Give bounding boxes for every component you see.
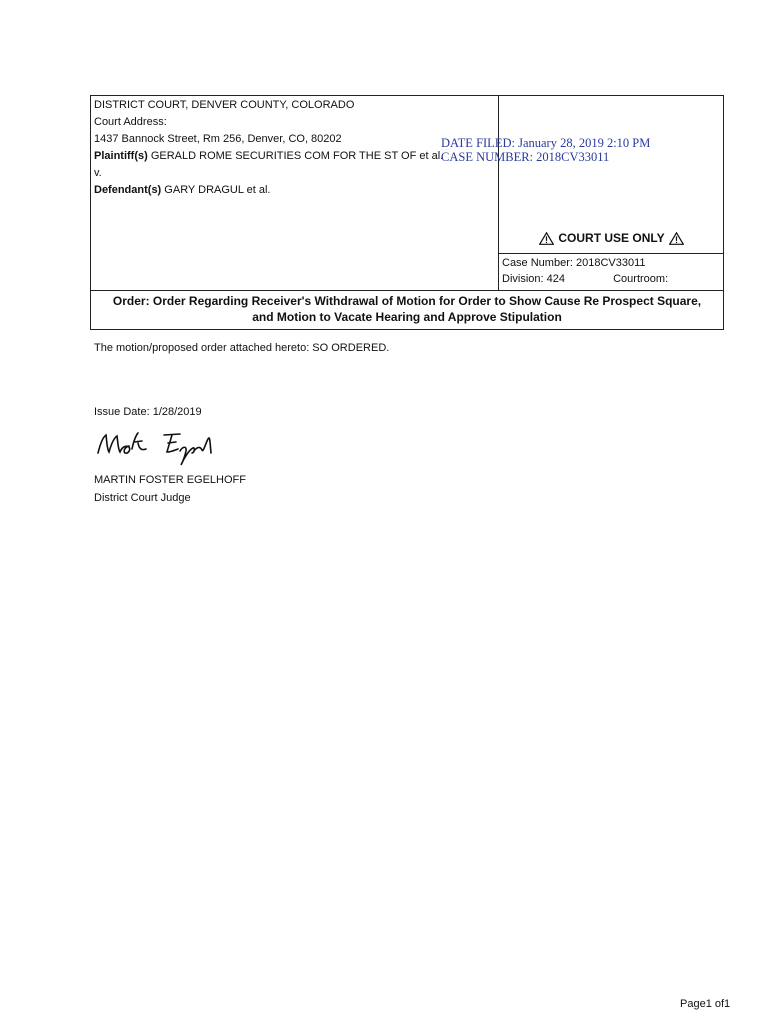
warning-triangle-icon <box>539 232 554 245</box>
order-title-line-1: Order: Order Regarding Receiver's Withdrawal of Motion for Order to Show Cause Re Prospect Square, <box>112 294 702 308</box>
caption-order-divider <box>91 290 723 291</box>
plaintiff-name: GERALD ROME SECURITIES COM FOR THE ST OF et al. <box>150 150 444 162</box>
division-courtroom-row <box>502 271 668 287</box>
court-address: 1437 Bannock Street, Rm 256, Denver, CO, 80202 <box>94 133 342 145</box>
caption-party-block <box>94 97 443 199</box>
page-number: Page1 of1 <box>680 998 731 1010</box>
judge-signature <box>94 425 224 470</box>
versus-line: v. <box>94 167 102 179</box>
court-use-only-heading <box>499 231 724 245</box>
order-title-line-2: and Motion to Vacate Hearing and Approve Stipulation <box>252 310 562 324</box>
defendant-label: Defendant(s) <box>94 184 162 196</box>
court-name: DISTRICT COURT, DENVER COUNTY, COLORADO <box>94 99 355 111</box>
warning-triangle-icon <box>669 232 684 245</box>
defendant-name: GARY DRAGUL et al. <box>164 184 271 196</box>
case-number-stamp: CASE NUMBER: 2018CV33011 <box>441 150 610 164</box>
date-filed-stamp: DATE FILED: January 28, 2019 2:10 PM <box>441 136 651 150</box>
case-caption-box <box>90 95 724 330</box>
court-use-only-label: COURT USE ONLY <box>558 231 665 245</box>
plaintiff-label: Plaintiff(s) <box>94 150 148 162</box>
courtroom: Courtroom: <box>613 273 669 285</box>
order-title <box>91 293 723 325</box>
issue-date: Issue Date: 1/28/2019 <box>94 406 202 418</box>
division: Division: 424 <box>502 273 565 285</box>
defendant-line <box>94 182 443 199</box>
judge-name: MARTIN FOSTER EGELHOFF <box>94 474 246 486</box>
order-statement: The motion/proposed order attached hereto: SO ORDERED. <box>94 342 390 354</box>
court-use-divider <box>499 253 724 254</box>
judge-title: District Court Judge <box>94 492 191 504</box>
plaintiff-line <box>94 148 443 165</box>
case-info-block <box>502 255 668 287</box>
filing-stamp <box>441 136 650 164</box>
court-address-label: Court Address: <box>94 116 167 128</box>
caption-vertical-divider <box>498 96 499 290</box>
case-number: Case Number: 2018CV33011 <box>502 257 646 269</box>
